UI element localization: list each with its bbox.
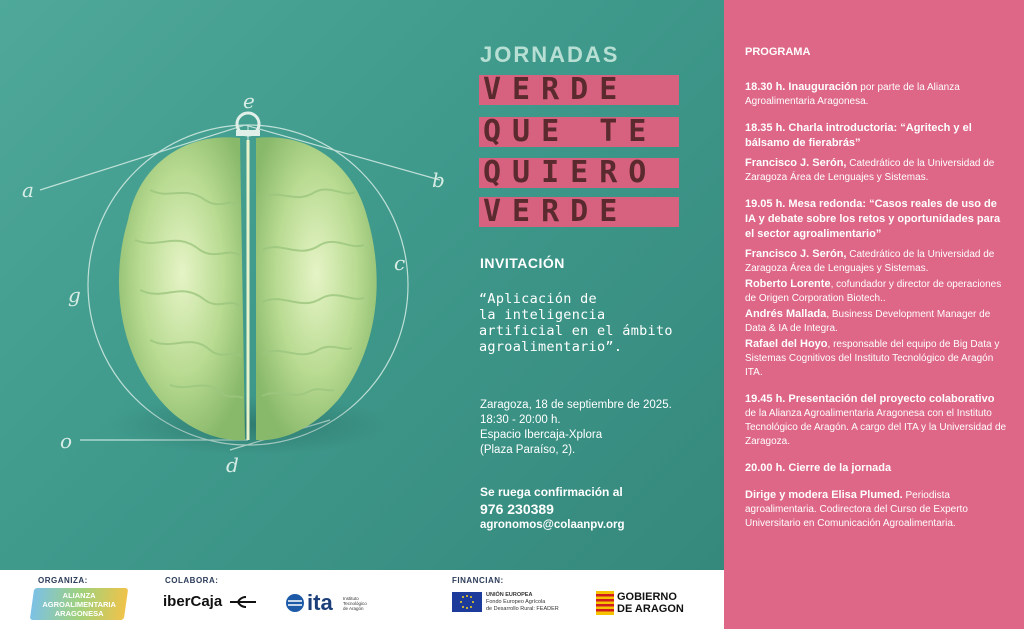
program-item: Andrés Mallada, Business Development Manager de Data & IA de Integra. xyxy=(745,308,991,334)
event-topic-quote xyxy=(479,291,709,355)
letter-a: a xyxy=(22,178,34,202)
program-item: Francisco J. Serón, Catedrático de la Universidad de Zaragoza Área de Lenguajes y Sistemas. xyxy=(745,248,995,274)
ibercaja-logo: iberCaja xyxy=(163,593,258,610)
program-item: Francisco J. Serón, Catedrático de la Universidad de Zaragoza Área de Lenguajes y Sistemas. xyxy=(745,157,995,183)
cabbage-brain-illustration xyxy=(0,80,470,480)
program-item: 18.35 h. Charla introductoria: “Agritech y el bálsamo de fierabrás” xyxy=(745,122,972,149)
program-item: 18.30 h. Inauguración por parte de la Alianza Agroalimentaria Aragonesa. xyxy=(745,81,960,107)
eu-flag-icon xyxy=(452,592,482,612)
letter-d: d xyxy=(226,453,239,477)
title-line-4: VERDE xyxy=(479,197,679,227)
rsvp-block xyxy=(480,485,625,531)
quote-line: la inteligencia xyxy=(479,307,606,323)
rsvp-email[interactable]: agronomos@colaanpv.org xyxy=(480,519,625,531)
program-item: Rafael del Hoyo, responsable del equipo de Big Data y Sistemas Cognitivos del Instituto Tecnológico de Aragón ITA. xyxy=(745,338,1000,378)
event-venue: Espacio Ibercaja-Xplora xyxy=(480,429,603,441)
rsvp-phone[interactable]: 976 230389 xyxy=(480,501,554,517)
letter-o: o xyxy=(60,429,73,453)
program-item: 19.45 h. Presentación del proyecto colaborativo de la Alianza Agroalimentaria Aragonesa con el Instituto Tecnológico de Aragón. A cargo del ITA y la Universidad de Zaragoza. xyxy=(745,393,1007,447)
quote-line: “Aplicación de xyxy=(479,291,597,307)
right-hemisphere xyxy=(256,137,377,440)
jornadas-heading: JORNADAS xyxy=(480,42,620,67)
event-time: 18:30 - 20:00 h. xyxy=(480,414,561,426)
financian-label: FINANCIAN: xyxy=(452,576,504,585)
ita-globe-icon xyxy=(285,593,305,613)
title-line-3: QUIERO xyxy=(479,158,679,188)
program-item: Roberto Lorente, cofundador y director de operaciones de Origen Corporation Biotech.. xyxy=(745,278,1002,304)
rsvp-label: Se ruega confirmación al xyxy=(480,485,623,499)
letter-e: e xyxy=(243,89,255,113)
program-item: 20.00 h. Cierre de la jornada xyxy=(745,462,892,474)
alianza-logo: ALIANZA AGROALIMENTARIA ARAGONESA xyxy=(30,588,128,620)
event-details xyxy=(480,398,672,458)
quote-line: agroalimentario”. xyxy=(479,339,623,355)
event-address: (Plaza Paraíso, 2). xyxy=(480,444,576,456)
organiza-label: ORGANIZA: xyxy=(38,576,88,585)
quote-line: artificial en el ámbito xyxy=(479,323,673,339)
left-hemisphere xyxy=(119,137,245,440)
letter-b: b xyxy=(432,168,445,192)
title-line-2: QUE TE xyxy=(479,117,679,147)
ibercaja-arrow-icon xyxy=(228,595,258,609)
event-date: Zaragoza, 18 de septiembre de 2025. xyxy=(480,399,672,411)
title-line-1: VERDE xyxy=(479,75,679,105)
program-item: 19.05 h. Mesa redonda: “Casos reales de uso de IA y debate sobre los retos y oportunidades para el sector agroalimentario” xyxy=(745,198,1001,240)
program-list xyxy=(745,45,1007,543)
aragon-flag-icon xyxy=(596,591,614,615)
program-item: Dirige y modera Elisa Plumed. Periodista agroalimentaria. Codirectora del Curso de Experto Universitario en Comunicación Agroalimentaria. xyxy=(745,489,968,529)
invitation-heading: INVITACIÓN xyxy=(480,255,565,271)
letter-c: c xyxy=(394,251,406,275)
program-heading: PROGRAMA xyxy=(745,46,811,58)
letter-g: g xyxy=(68,283,81,307)
colabora-label: COLABORA: xyxy=(165,576,219,585)
